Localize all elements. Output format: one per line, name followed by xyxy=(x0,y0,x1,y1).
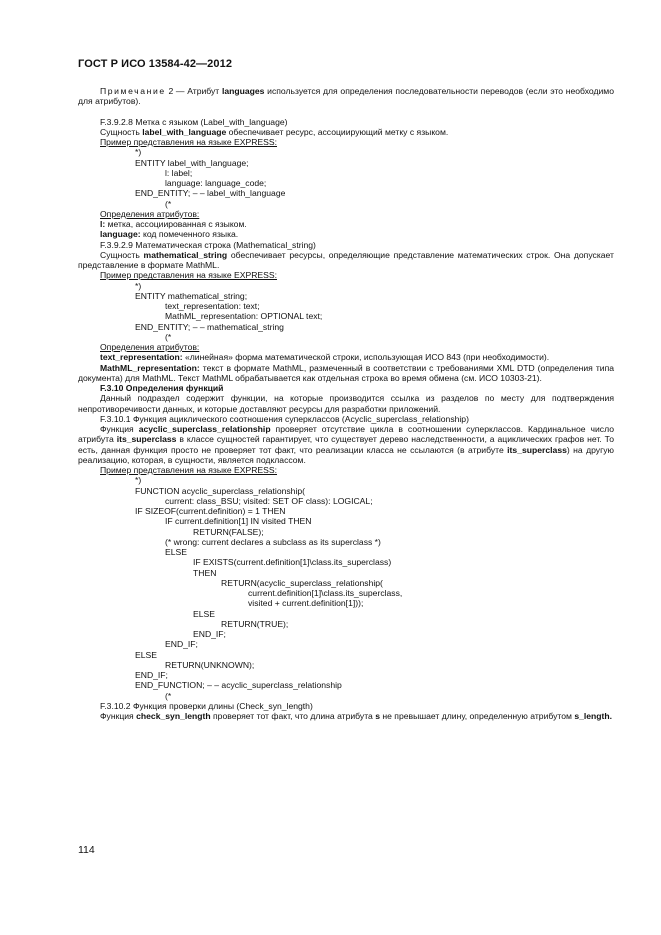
code-line: *) xyxy=(135,147,142,158)
section-heading-3929: F.3.9.2.9 Математическая строка (Mathematical_string) xyxy=(100,239,316,250)
attribute-definition: l: метка, ассоциированная с языком. xyxy=(100,219,247,229)
example-title: Пример представления на языке EXPRESS: xyxy=(100,465,278,475)
code-line: IF current.definition[1] IN visited THEN xyxy=(165,516,312,527)
term-languages: languages xyxy=(221,86,265,96)
code-line: THEN xyxy=(193,567,217,578)
code-line: language: language_code; xyxy=(165,178,267,188)
code-line: l: label; xyxy=(165,167,193,178)
essence-label-with-language: Сущность label_with_language обеспечивает ресурс, ассоциирующий метку с языком. xyxy=(100,126,449,137)
code-line: END_IF; xyxy=(135,670,168,680)
code-line: ELSE xyxy=(193,608,215,619)
code-line: RETURN(FALSE); xyxy=(193,526,264,537)
note-2: Примечание 2 — Атрибут languages используется для определения последовательности переводов (если это необходимо для атрибутов). xyxy=(78,86,614,107)
code-line: (* wrong: current declares a subclass as its superclass *) xyxy=(165,536,381,547)
code-line: *) xyxy=(135,280,142,291)
attribute-definitions-title: Определения атрибутов: xyxy=(100,342,200,352)
code-line: MathML_representation: OPTIONAL text; xyxy=(165,311,323,322)
code-line: END_IF; xyxy=(165,639,198,650)
code-line: ENTITY mathematical_string; xyxy=(135,290,248,301)
section-heading-3101: F.3.10.1 Функция ациклического соотношения суперклассов (Acyclic_superclass_relationship) xyxy=(100,413,469,424)
example-title: Пример представления на языке EXPRESS: xyxy=(100,137,278,147)
code-line: RETURN(acyclic_superclass_relationship( xyxy=(221,577,383,588)
note-label: Примечание xyxy=(100,86,166,96)
code-line: IF SIZEOF(current.definition) = 1 THEN xyxy=(135,506,286,516)
code-line: ELSE xyxy=(165,547,187,557)
code-line: ELSE xyxy=(135,649,157,660)
attribute-definition: language: код помеченного языка. xyxy=(100,229,239,240)
section-heading-3928: F.3.9.2.8 Метка с языком (Label_with_language) xyxy=(100,116,288,127)
example-title: Пример представления на языке EXPRESS: xyxy=(100,270,278,281)
code-line: (* xyxy=(165,331,172,342)
essence-mathematical-string: Сущность mathematical_string обеспечивает ресурсы, определяющие представление математических строк. Она допускает представление в формате MathML. xyxy=(78,249,614,270)
code-line: visited + current.definition[1])); xyxy=(248,598,364,609)
code-line: END_IF; xyxy=(193,629,226,639)
attribute-definition: MathML_representation: текст в формате MathML, размеченный в соответствии с требованиями XML DTD (определения типа документа) для MathML. Текст MathML обрабатывается как отдельная строка во время обмена (см. ИСО 10303-21). xyxy=(78,362,614,383)
document-header: ГОСТ Р ИСО 13584-42—2012 xyxy=(78,58,233,70)
section-heading-3102: F.3.10.2 Функция проверки длины (Check_syn_length) xyxy=(100,700,313,711)
section-heading-310: F.3.10 Определения функций xyxy=(100,383,224,393)
page-number: 114 xyxy=(78,844,95,856)
code-line: *) xyxy=(135,475,142,486)
code-line: current.definition[1]\class.its_superclass, xyxy=(248,588,403,598)
code-line: END_FUNCTION; – – acyclic_superclass_relationship xyxy=(135,680,342,691)
code-line: FUNCTION acyclic_superclass_relationship( xyxy=(135,485,306,496)
code-line: current: class_BSU; visited: SET OF class): LOGICAL; xyxy=(165,495,373,506)
function-description: Функция acyclic_superclass_relationship проверяет отсутствие цикла в соотношении суперклассов. Кардинальное число атрибута its_superclass в классе сущностей гарантирует, что существует дерево наследственности, а ациклических графов нет. То есть, данная функция просто не проверяет тот факт, что реализации класса не ссылаются (в атрибуте its_superclass) на другую реализацию, которая, в сущности, является подклассом. xyxy=(78,424,614,465)
code-block xyxy=(78,475,614,701)
code-line: (* xyxy=(165,690,172,701)
attribute-definition: text_representation: «линейная» форма математической строки, использующая ИСО 843 (при необходимости). xyxy=(100,352,550,363)
section-text-310: Данный подраздел содержит функции, на которые производится ссылка из разделов по месту для подтверждения непротиворечивости данных, и которые доставляют ресурсы для разработки приложений. xyxy=(78,393,614,414)
attribute-definitions-title: Определения атрибутов: xyxy=(100,208,200,219)
code-line: IF EXISTS(current.definition[1]\class.its_superclass) xyxy=(193,557,392,568)
code-line: RETURN(TRUE); xyxy=(221,618,289,629)
document-body xyxy=(78,86,614,721)
code-line: ENTITY label_with_language; xyxy=(135,157,249,168)
function-description: Функция check_syn_length проверяет тот факт, что длина атрибута s не превышает длину, определенную атрибутом s_length. xyxy=(100,711,613,721)
code-line: END_ENTITY; – – label_with_language xyxy=(135,188,286,199)
code-block xyxy=(78,147,614,209)
code-block xyxy=(78,281,614,343)
code-line: (* xyxy=(165,198,172,209)
code-line: RETURN(UNKNOWN); xyxy=(165,659,255,670)
code-line: text_representation: text; xyxy=(165,301,260,311)
code-line: END_ENTITY; – – mathematical_string xyxy=(135,321,284,332)
